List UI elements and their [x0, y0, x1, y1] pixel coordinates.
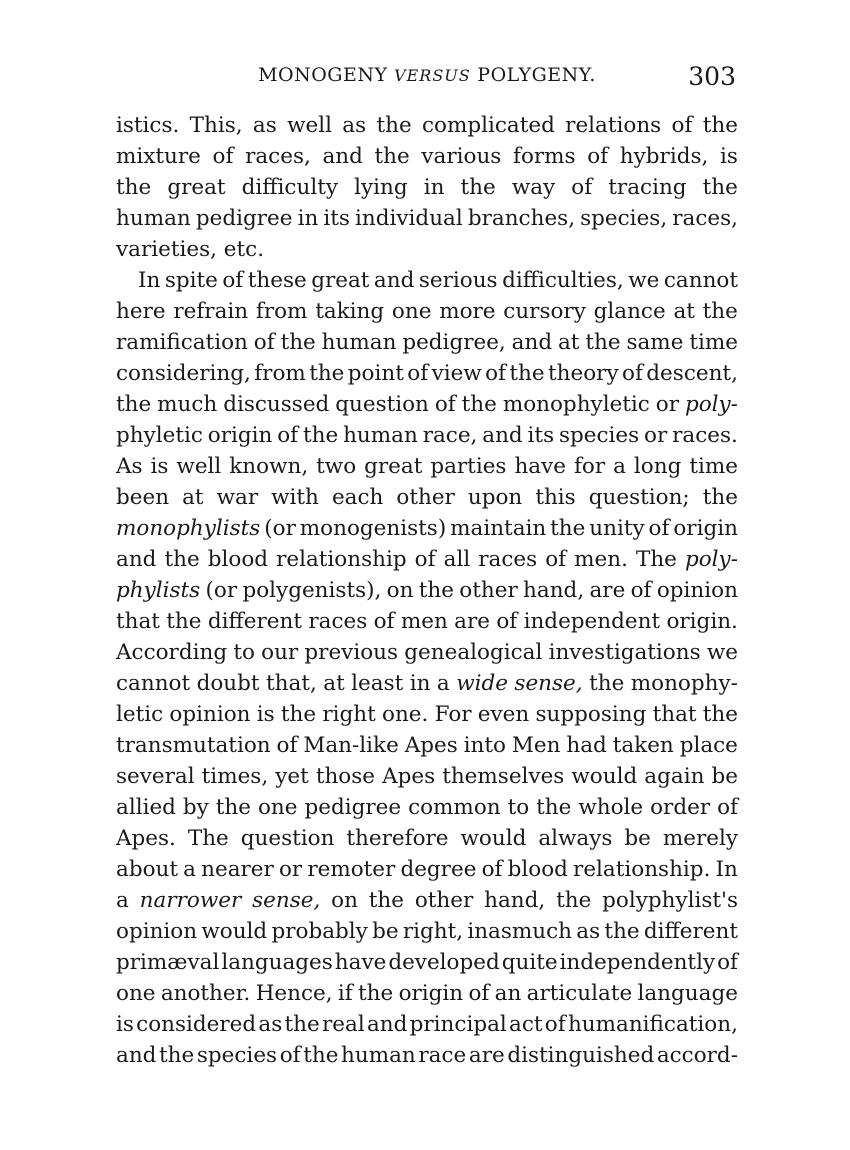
text-line: human pedigree in its individual branches, species, races, [116, 206, 738, 231]
text-line: about a nearer or remoter degree of blood relationship. In [116, 857, 738, 882]
text-line: considering, from the point of view of the theory of descent, [116, 361, 738, 386]
text-line: and the species of the human race are distinguished accord- [116, 1043, 738, 1068]
text-line: cannot doubt that, at least in a wide sense, the monophy- [116, 671, 738, 696]
text-line: ramification of the human pedigree, and at the same time [116, 330, 738, 355]
text-line: is considered as the real and principal act of humanification, [116, 1012, 738, 1037]
text-line: that the different races of men are of independent origin. [116, 609, 738, 634]
running-title-part1: MONOGENY [258, 64, 388, 86]
text-line: letic opinion is the right one. For even supposing that the [116, 702, 738, 727]
text-line: the great difficulty lying in the way of tracing the [116, 175, 738, 200]
text-line: varieties, etc. [116, 237, 265, 262]
text-line: a narrower sense, on the other hand, the polyphylist's [116, 888, 738, 913]
running-title-part3: POLYGENY. [477, 64, 596, 86]
body-text [116, 110, 738, 1071]
text-line: opinion would probably be right, inasmuch as the different [116, 919, 738, 944]
text-line: transmutation of Man-like Apes into Men had taken place [116, 733, 738, 758]
text-line: the much discussed question of the monophyletic or poly- [116, 392, 738, 417]
text-line: phylists (or polygenists), on the other hand, are of opinion [116, 578, 738, 603]
text-line: one another. Hence, if the origin of an articulate language [116, 981, 738, 1006]
text-line: allied by the one pedigree common to the whole order of [116, 795, 738, 820]
text-line: Apes. The question therefore would always be merely [116, 826, 738, 851]
text-line: and the blood relationship of all races of men. The poly- [116, 547, 738, 572]
running-title [116, 64, 738, 86]
running-head [116, 60, 738, 94]
running-title-part2: VERSUS [394, 66, 471, 85]
text-line: been at war with each other upon this question; the [116, 485, 738, 510]
text-line: primæval languages have developed quite independently of [116, 950, 738, 975]
text-line: istics. This, as well as the complicated relations of the [116, 113, 738, 138]
text-line: several times, yet those Apes themselves would again be [116, 764, 738, 789]
text-line: phyletic origin of the human race, and its species or races. [116, 423, 738, 448]
text-line: According to our previous genealogical investigations we [116, 640, 738, 665]
text-line: monophylists (or monogenists) maintain the unity of origin [116, 516, 738, 541]
page-number: 303 [688, 62, 736, 91]
text-line: here refrain from taking one more cursory glance at the [116, 299, 738, 324]
text-line: mixture of races, and the various forms of hybrids, is [116, 144, 738, 169]
text-line: In spite of these great and serious difficulties, we cannot [138, 268, 738, 293]
text-line: As is well known, two great parties have for a long time [116, 454, 738, 479]
